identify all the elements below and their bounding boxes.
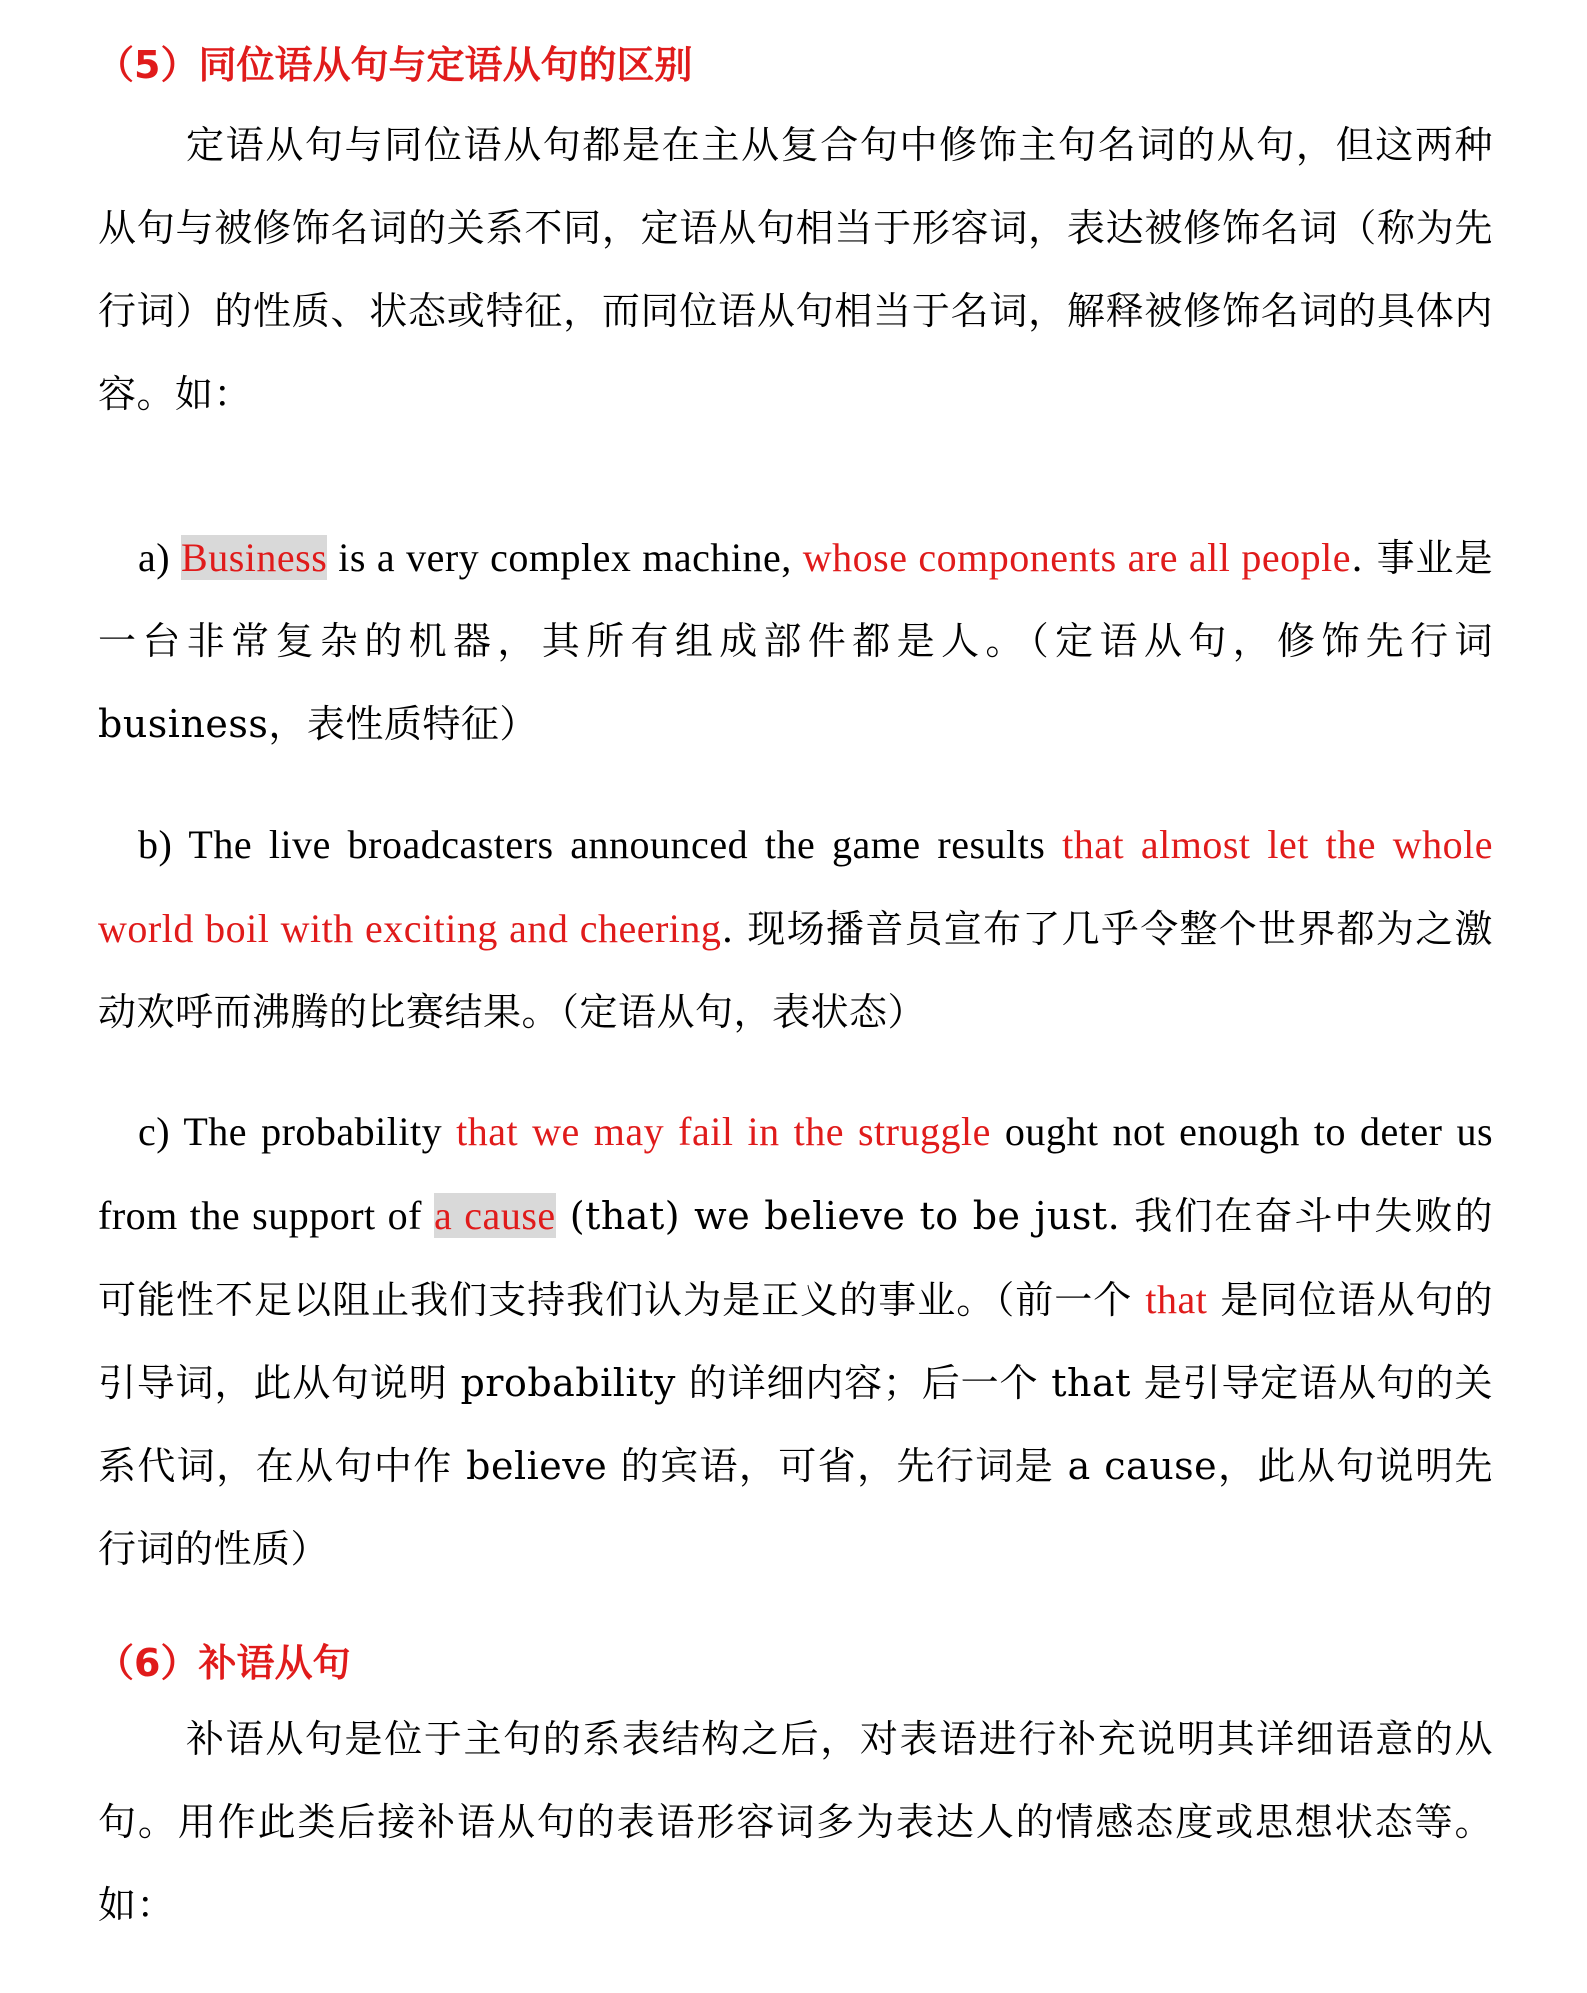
example-b-clause: that almost let the whole world boil with exciting and cheering (98, 822, 1493, 951)
example-c-text2: ought not enough to deter us from the support of (98, 1109, 1494, 1238)
example-a-noun: Business (181, 535, 328, 580)
example-b (98, 803, 1493, 1054)
example-c-text4: 是同位语从句的引导词，此从句说明 probability 的详细内容；后一个 that 是引导定语从句的关系代词，在从句中作 believe 的宾语，可省，先行词是 a cause，此从句说明先行词的性质） (98, 1278, 1493, 1571)
section-5-intro: 定语从句与同位语从句都是在主从复合句中修饰主句名词的从句，但这两种从句与被修饰名词的关系不同，定语从句相当于形容词，表达被修饰名词（称为先行词）的性质、状态或特征，而同位语从句相当于名词，解释被修饰名词的具体内容。如： (98, 123, 1493, 416)
example-c-text3: (that) we believe to be just. 我们在奋斗中失败的可能性不足以阻止我们支持我们认为是正义的事业。（前一个 (98, 1194, 1493, 1322)
example-c-text1: The probability (183, 1109, 457, 1154)
example-c-noun: a cause (434, 1193, 556, 1238)
section-6-heading: （6）补语从句 (96, 1641, 351, 1685)
example-b-label: b) (138, 822, 189, 867)
example-a-label: a) (138, 535, 182, 580)
section-5-heading: （5）同位语从句与定语从句的区别 (96, 43, 693, 87)
example-b-rest: . 现场播音员宣布了几乎令整个世界都为之激动欢呼而沸腾的比赛结果。（定语从句，表状态） (98, 907, 1493, 1034)
example-c-that: that (1145, 1277, 1208, 1322)
example-a (98, 516, 1493, 766)
example-a-rest: . 事业是一台非常复杂的机器，其所有组成部件都是人。（定语从句，修饰先行词 business，表性质特征） (98, 536, 1493, 746)
section-6-intro: 补语从句是位于主句的系表结构之后，对表语进行补充说明其详细语意的从句。用作此类后接补语从句的表语形容词多为表达人的情感态度或思想状态等。如： (98, 1717, 1493, 1927)
example-c (98, 1090, 1493, 1591)
example-c-label: c) (138, 1109, 184, 1154)
example-c-clause: that we may fail in the struggle (456, 1109, 991, 1154)
example-a-clause: whose components are all people (802, 535, 1351, 580)
example-b-text: The live broadcasters announced the game results (188, 822, 1063, 867)
example-a-mid: is a very complex machine, (327, 535, 803, 580)
